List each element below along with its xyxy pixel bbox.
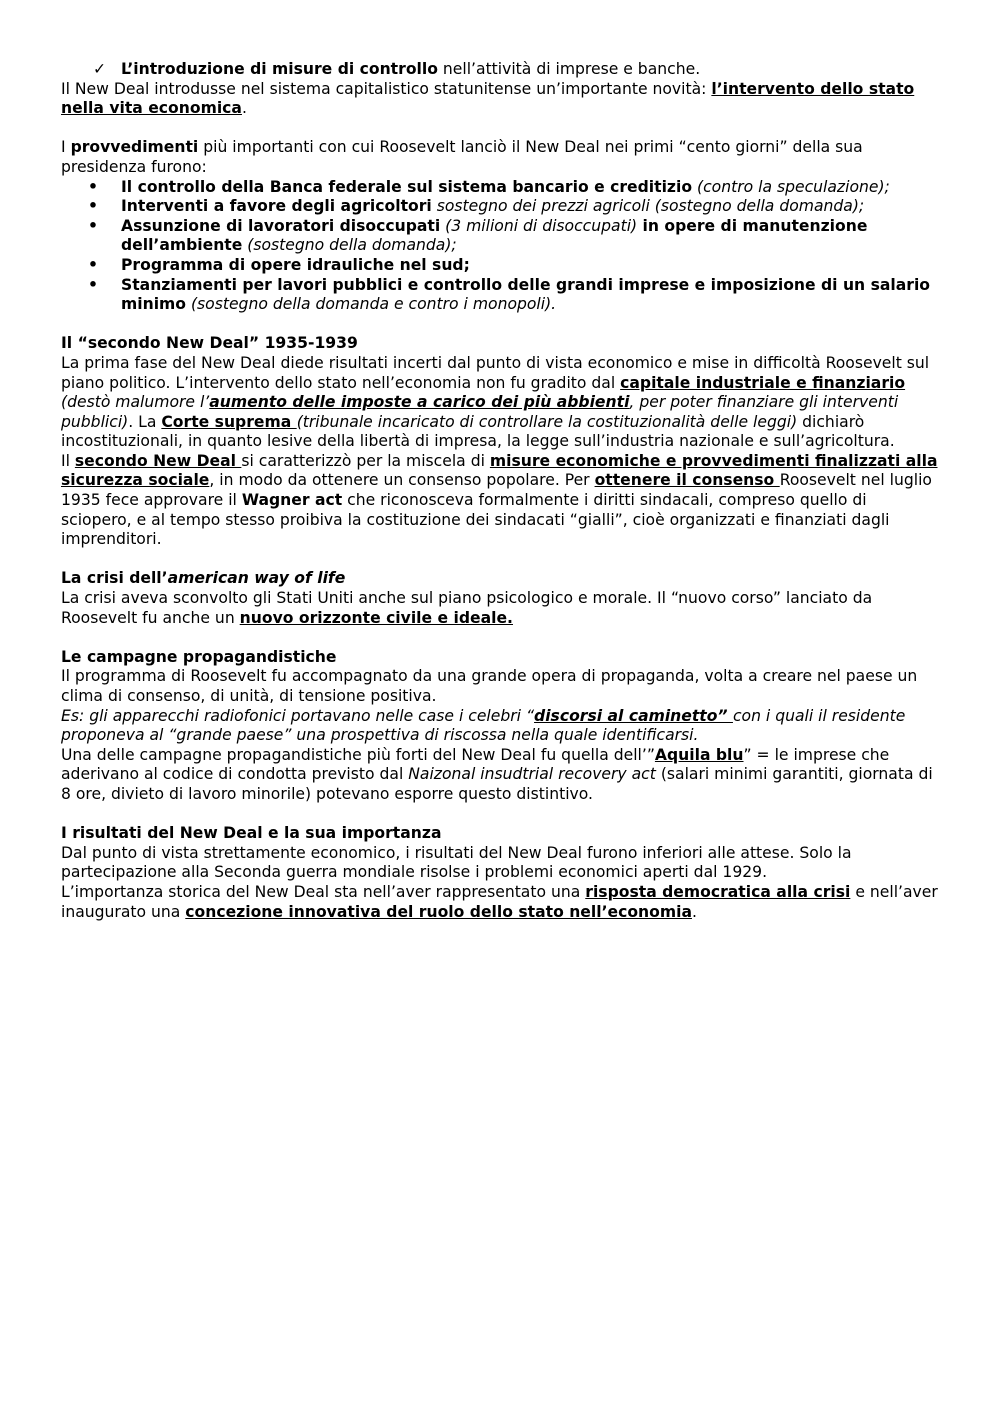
paragraph-campagne-2: Es: gli apparecchi radiofonici portavano nelle case i celebri “discorsi al caminetto” con i quali il residente proponeva al “grande paese” una prospettiva di riscossa nella quale identificarsi. xyxy=(61,706,906,745)
paragraph-campagne-3: Una delle campagne propagandistiche più forti del New Deal fu quella dell’”Aquila blu” = le imprese che aderivano al codice di condotta previsto dal Naizonal insudtrial recovery act (salari minimi garantiti, giornata di 8 ore, divieto di lavoro minorile) potevano esporre questo distintivo. xyxy=(61,745,933,803)
provvedimenti-list xyxy=(61,178,941,315)
paragraph-intro: Il New Deal introdusse nel sistema capitalistico statunitense un’importante novità: l’intervento dello stato nella vita economica. xyxy=(61,79,915,118)
section-heading-risultati: I risultati del New Deal e la sua importanza xyxy=(61,824,442,843)
section-heading-campagne: Le campagne propagandistiche xyxy=(61,647,337,666)
list-item: • Programma di opere idrauliche nel sud; xyxy=(88,255,470,274)
paragraph-risultati-1: Dal punto di vista strettamente economico, i risultati del New Deal furono inferiori alle attese. Solo la partecipazione alla Seconda guerra mondiale risolse i problemi economici aperti dal 1929. xyxy=(61,843,852,882)
document-body xyxy=(61,60,941,922)
list-item: • Assunzione di lavoratori disoccupati (3 milioni di disoccupati) in opere di manutenzione dell’ambiente (sostegno della domanda); xyxy=(88,216,868,255)
paragraph-secondo-2: Il secondo New Deal si caratterizzò per la miscela di misure economiche e provvedimenti finalizzati alla sicurezza sociale, in modo da ottenere un consenso popolare. Per ottenere il consenso Roosevelt nel luglio 1935 fece approvare il Wagner act che riconosceva formalmente i diritti sindacali, compreso quello di sciopero, e al tempo stesso proibiva la costituzione dei sindacati “gialli”, cioè organizzati e finanziati dagli imprenditori. xyxy=(61,451,938,549)
check-item: ✓ L’introduzione di misure di controllo nell’attività di imprese e banche. xyxy=(93,60,701,78)
paragraph-risultati-2: L’importanza storica del New Deal sta nell’aver rappresentato una risposta democratica alla crisi e nell’aver inaugurato una concezione innovativa del ruolo dello stato nell’economia. xyxy=(61,882,938,921)
list-item: • Il controllo della Banca federale sul sistema bancario e creditizio (contro la speculazione); xyxy=(88,177,890,196)
bullet-icon: • xyxy=(88,197,98,216)
paragraph-secondo-1: La prima fase del New Deal diede risultati incerti dal punto di vista economico e mise in difficoltà Roosevelt sul piano politico. L’intervento dello stato nell’economia non fu gradito dal capitale industriale e finanziario (destò malumore l’aumento delle imposte a carico dei più abbienti, per poter finanziare gli interventi pubblici). La Corte suprema (tribunale incaricato di controllare la costituzionalità delle leggi) dichiarò incostituzionali, in quanto lesive della libertà di impresa, la legge sull’industria nazionale e sull’agricoltura. xyxy=(61,353,930,451)
section-heading-crisi: La crisi dell’american way of life xyxy=(61,569,346,588)
bullet-icon: • xyxy=(88,216,98,235)
bullet-icon: • xyxy=(88,255,98,274)
paragraph-campagne-1: Il programma di Roosevelt fu accompagnato da una grande opera di propaganda, volta a creare nel paese un clima di consenso, di unità, di tensione positiva. xyxy=(61,667,918,705)
list-item: • Stanziamenti per lavori pubblici e controllo delle grandi imprese e imposizione di un salario minimo (sostegno della domanda e contro i monopoli). xyxy=(88,275,931,314)
bullet-icon: • xyxy=(88,275,98,294)
list-item: • Interventi a favore degli agricoltori sostegno dei prezzi agricoli (sostegno della domanda); xyxy=(88,197,865,216)
bullet-icon: • xyxy=(88,177,98,196)
section-heading-secondo: Il “secondo New Deal” 1935-1939 xyxy=(61,334,358,353)
checkmark-icon: ✓ xyxy=(93,60,107,78)
paragraph-provvedimenti: I provvedimenti più importanti con cui Roosevelt lanciò il New Deal nei primi “cento giorni” della sua presidenza furono: xyxy=(61,138,863,176)
paragraph-crisi: La crisi aveva sconvolto gli Stati Uniti anche sul piano psicologico e morale. Il “nuovo corso” lanciato da Roosevelt fu anche un nuovo orizzonte civile e ideale. xyxy=(61,589,873,627)
